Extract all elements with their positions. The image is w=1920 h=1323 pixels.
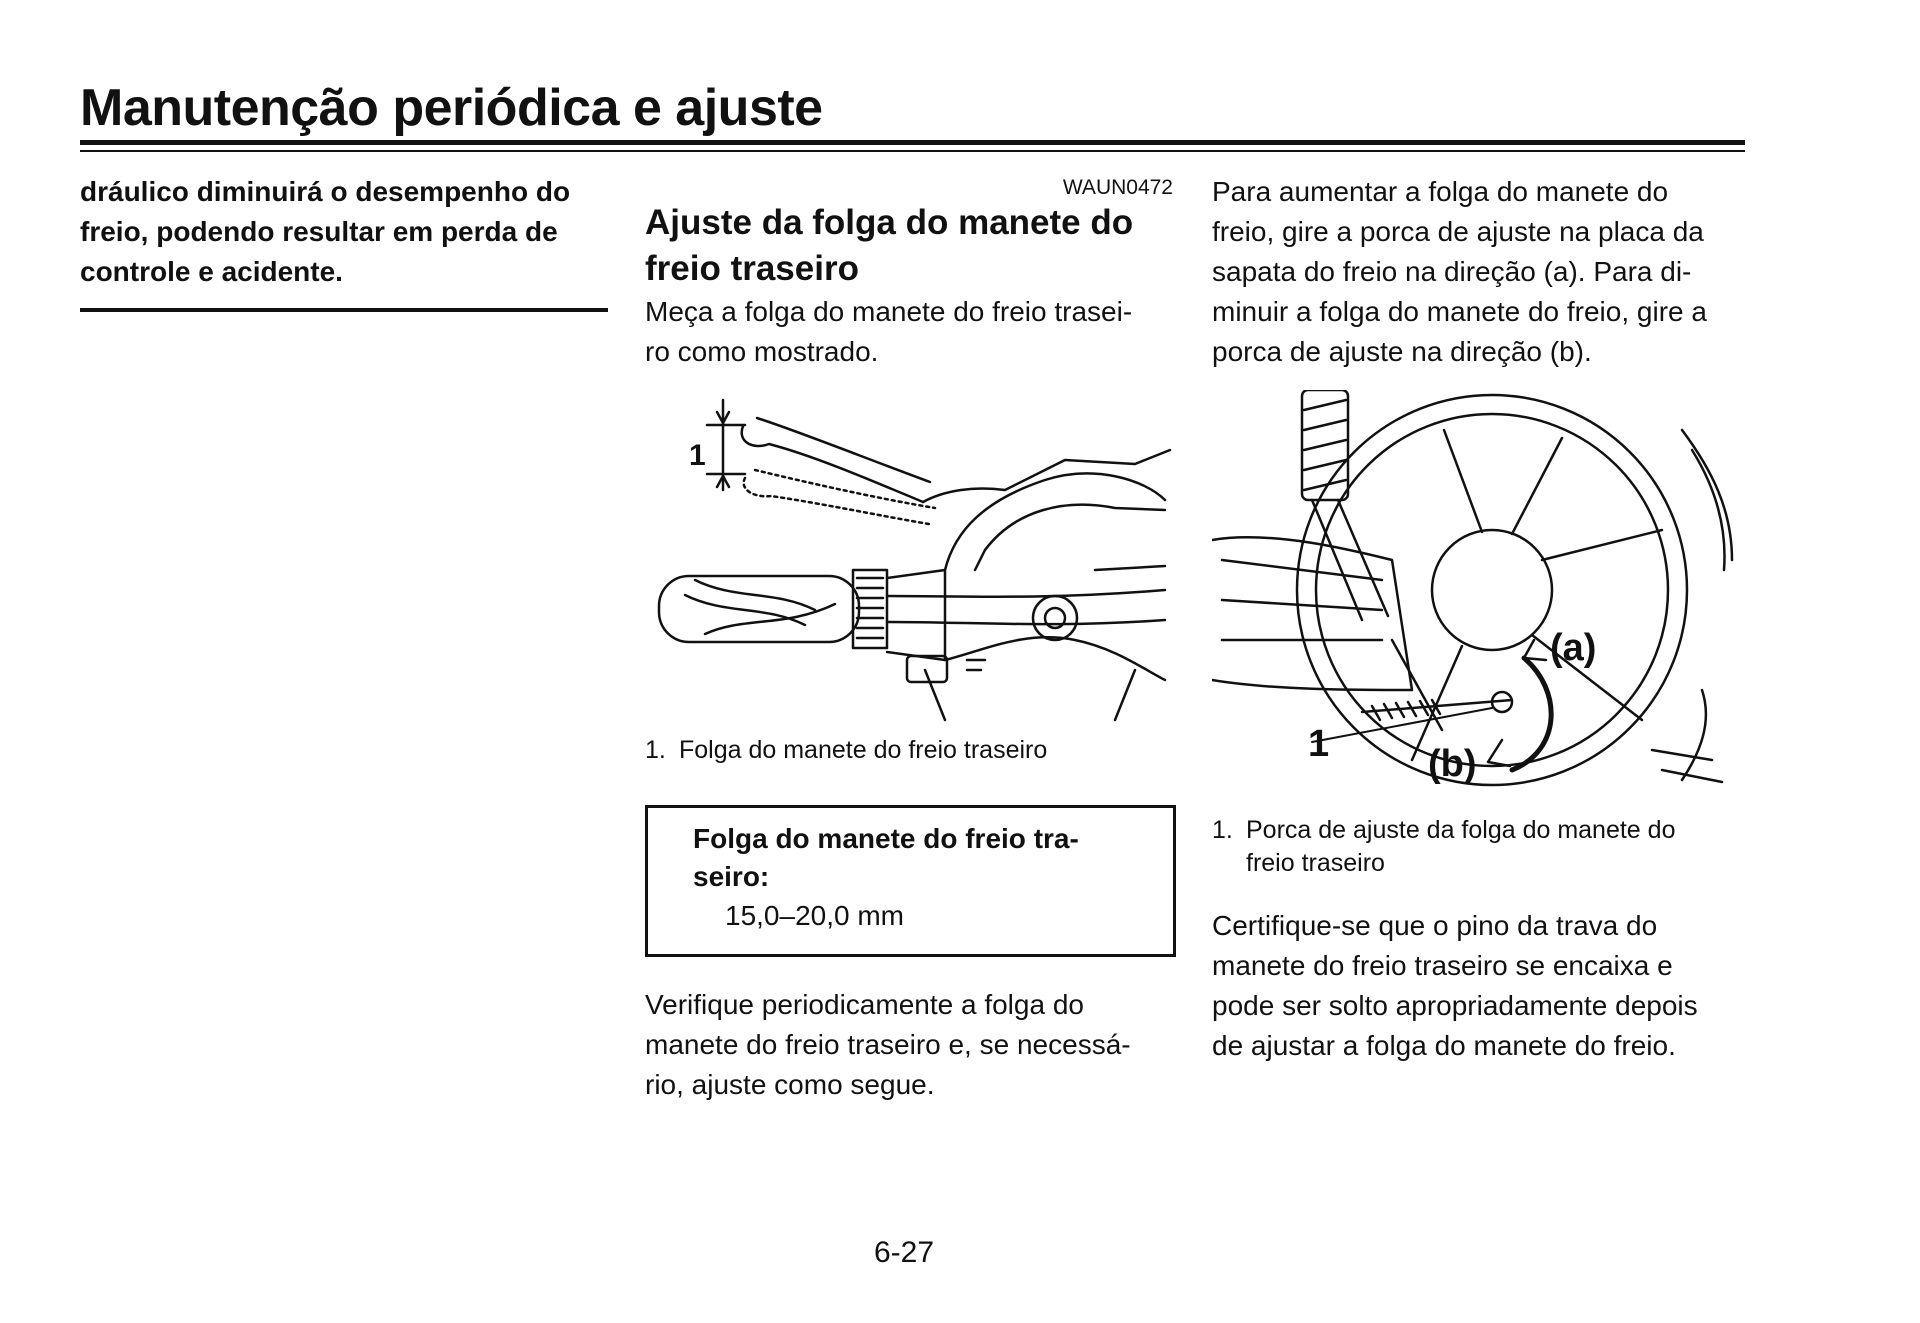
caption-number: 1. bbox=[645, 736, 666, 764]
page-title: Manutenção periódica e ajuste bbox=[80, 79, 823, 137]
text-line: minuir a folga do manete do freio, gire a bbox=[1212, 296, 1707, 327]
spec-value: 15,0–20,0 mm bbox=[725, 900, 904, 931]
label-b: (b) bbox=[1428, 743, 1477, 785]
heading-line: Ajuste da folga do manete do bbox=[645, 203, 1134, 242]
spec-label bbox=[693, 820, 1153, 896]
text-line: Verifique periodicamente a folga do bbox=[645, 989, 1084, 1020]
header-rule-thick bbox=[80, 140, 1745, 145]
outro-paragraph bbox=[645, 985, 1173, 1105]
text-line: Para aumentar a folga do manete do bbox=[1212, 176, 1669, 207]
text-line: sapata do freio na direção (a). Para di- bbox=[1212, 256, 1692, 287]
caption-text bbox=[1246, 814, 1675, 880]
outro-paragraph bbox=[1212, 906, 1742, 1066]
header-rule-thin bbox=[80, 150, 1745, 152]
spec-box bbox=[645, 805, 1176, 957]
spec-label-line: seiro: bbox=[693, 861, 770, 892]
intro-paragraph bbox=[1212, 172, 1742, 372]
brake-lever-figure bbox=[645, 390, 1173, 730]
caption-line: freio traseiro bbox=[1246, 849, 1385, 877]
section-heading bbox=[645, 200, 1173, 292]
text-line: freio, gire a porca de ajuste na placa da bbox=[1212, 216, 1704, 247]
text-line: rio, ajuste como segue. bbox=[645, 1069, 935, 1100]
warning-line: controle e acidente. bbox=[80, 256, 343, 287]
text-line: manete do freio traseiro se encaixa e bbox=[1212, 950, 1673, 981]
figure1-caption bbox=[645, 734, 1173, 767]
figure1-callout: 1 bbox=[689, 439, 706, 472]
column-3 bbox=[1212, 172, 1742, 1066]
spec-label-line: Folga do manete do freio tra- bbox=[693, 823, 1079, 854]
warning-end-rule bbox=[80, 308, 608, 312]
column-1 bbox=[80, 172, 608, 312]
caption-text: Folga do manete do freio traseiro bbox=[679, 736, 1048, 764]
text-line: porca de ajuste na direção (b). bbox=[1212, 336, 1592, 367]
figure2-callout: 1 bbox=[1308, 723, 1330, 765]
page-number: 6-27 bbox=[874, 1236, 935, 1269]
text-line: de ajustar a folga do manete do freio. bbox=[1212, 1030, 1676, 1061]
adjusting-nut-figure bbox=[1212, 390, 1742, 810]
text-line: ro como mostrado. bbox=[645, 336, 879, 367]
warning-line: dráulico diminuirá o desempenho do bbox=[80, 176, 571, 207]
warning-line: freio, podendo resultar em perda de bbox=[80, 216, 558, 247]
column-2 bbox=[645, 172, 1173, 1105]
intro-paragraph bbox=[645, 292, 1173, 372]
text-line: manete do freio traseiro e, se necessá- bbox=[645, 1029, 1131, 1060]
heading-line: freio traseiro bbox=[645, 249, 859, 288]
caption-number: 1. bbox=[1212, 816, 1233, 844]
section-code: WAUN0472 bbox=[1062, 176, 1173, 199]
text-line: Meça a folga do manete do freio trasei- bbox=[645, 296, 1133, 327]
warning-text bbox=[80, 172, 608, 292]
figure2-caption bbox=[1212, 814, 1742, 880]
text-line: Certifique-se que o pino da trava do bbox=[1212, 910, 1658, 941]
caption-line: Porca de ajuste da folga do manete do bbox=[1246, 816, 1676, 844]
text-line: pode ser solto apropriadamente depois bbox=[1212, 990, 1698, 1021]
label-a: (a) bbox=[1550, 627, 1597, 669]
